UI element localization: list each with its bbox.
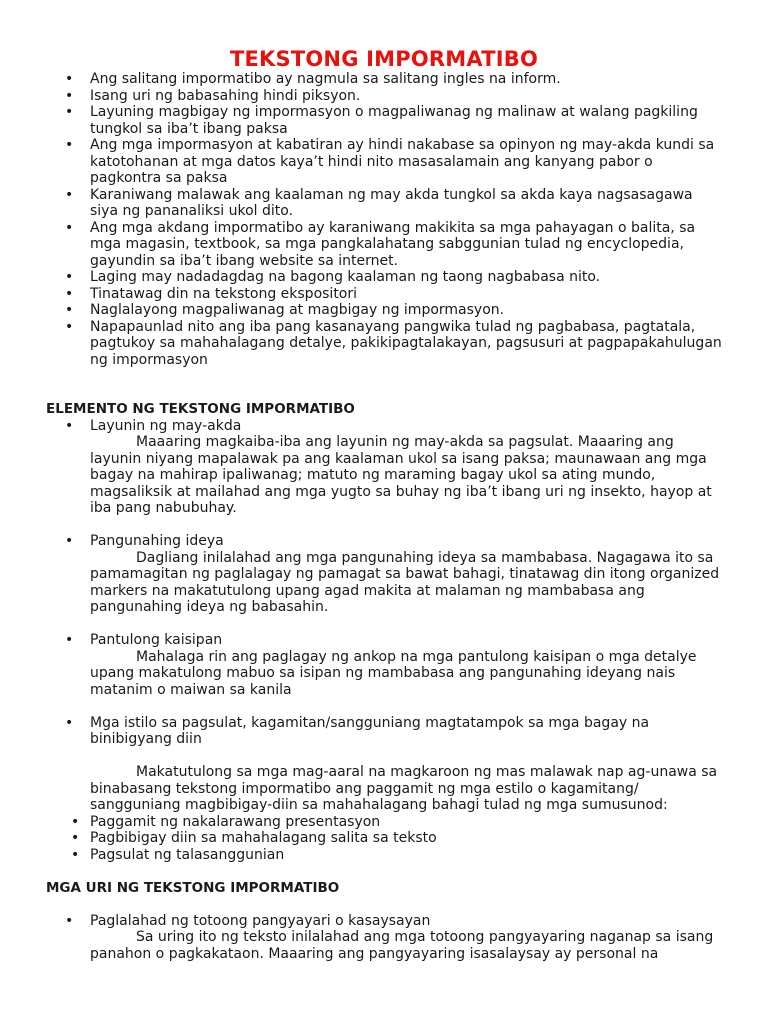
element-label: • Pangunahing ideya — [46, 533, 722, 550]
intro-list — [46, 71, 722, 368]
list-item: • Isang uri ng babasahing hindi piksyon. — [46, 88, 722, 105]
list-item: • Tinatawag din na tekstong ekspositori — [46, 286, 722, 303]
elemento-list-4 — [46, 715, 722, 748]
list-item: • Ang mga impormasyon at kabatiran ay hindi nakabase sa opinyon ng may-akda kundi sa katotohanan at mga datos kaya’t hindi nito masasalamain ang kanyang pabor o pagkontra sa paksa — [46, 137, 722, 187]
list-item: • Ang salitang impormatibo ay nagmula sa salitang ingles na inform. — [46, 71, 722, 88]
list-item: • Layuning magbigay ng impormasyon o magpaliwanag ng malinaw at walang pagkiling tungkol sa iba’t ibang paksa — [46, 104, 722, 137]
list-item: • Laging may nadadagdag na bagong kaalaman ng taong nagbabasa nito. — [46, 269, 722, 286]
list-item: • Napapaunlad nito ang iba pang kasanayang pangwika tulad ng pagbabasa, pagtatala, pagtukoy sa mahahalagang detalye, pakikipagtalakayan, pagsusuri at pagpapakahulugan ng impormasyon — [46, 319, 722, 369]
elemento-list-2 — [46, 533, 722, 550]
page-title: TEKSTONG IMPORMATIBO — [229, 47, 538, 71]
element-description: Dagliang inilalahad ang mga pangunahing ideya sa mambabasa. Nagagawa ito sa pamamagitan ng paglalagay ng pamagat sa bawat bahagi, tinatawag din itong organized markers na makatutulong upang agad makita at malaman ng mambabasa ang pangunahing ideya ng babasahin. — [90, 549, 720, 615]
elemento-list-3 — [46, 632, 722, 649]
list-item: • Ang mga akdang impormatibo ay karaniwang makikita sa mga pahayagan o balita, sa mga magasin, textbook, sa mga pangkalahatang sabggunian tulad ng encyclopedia, gayundin sa iba’t ibang website sa internet. — [46, 220, 722, 270]
list-item: • Pagsulat ng talasanggunian — [46, 847, 722, 864]
section-heading-elemento: ELEMENTO NG TEKSTONG IMPORMATIBO — [46, 401, 355, 417]
element-label: • Pantulong kaisipan — [46, 632, 722, 649]
element-label: • Layunin ng may-akda — [46, 418, 722, 435]
elemento-list — [46, 418, 722, 435]
type-description: Sa uring ito ng teksto inilalahad ang mga totoong pangyayaring naganap sa isang panahon o pagkakataon. Maaaring ang pangyayaring isasalaysay ay personal na — [90, 929, 714, 962]
element-description: Maaaring magkaiba-iba ang layunin ng may-akda sa pagsulat. Maaaring ang layunin niyang mapalawak pa ang kaalaman ukol sa isang paksa; maunawaan ang mga bagay na mahirap ipaliwanag; matuto ng maraming bagay ukol sa ating mundo, magsaliksik at mailahad ang mga yugto sa buhay ng iba’t ibang uri ng insekto, hayop at iba pang nabubuhay. — [90, 434, 712, 516]
element-label: • Mga istilo sa pagsulat, kagamitan/sangguniang magtatampok sa mga bagay na binibigyang diin — [46, 715, 722, 748]
uri-list — [46, 913, 722, 930]
section-heading-uri: MGA URI NG TEKSTONG IMPORMATIBO — [46, 879, 340, 896]
document-body — [46, 71, 722, 962]
element-description: Mahalaga rin ang paglagay ng ankop na mga pantulong kaisipan o mga detalye upang makatulong mabuo sa isipan ng mambabasa ang pangunahing ideyang nais matanim o maiwan sa kanila — [90, 648, 697, 698]
sub-list — [46, 814, 722, 864]
list-item: • Karaniwang malawak ang kaalaman ng may akda tungkol sa akda kaya nagsasagawa siya ng pananaliksi ukol dito. — [46, 187, 722, 220]
list-item: • Pagbibigay diin sa mahahalagang salita sa teksto — [46, 830, 722, 847]
list-item: • Paggamit ng nakalarawang presentasyon — [46, 814, 722, 831]
element-description: Makatutulong sa mga mag-aaral na magkaroon ng mas malawak nap ag-unawa sa binabasang tekstong impormatibo ang paggamit ng mga estilo o kagamitang/ sangguniang magbibigay-diin sa mahahalagang bahagi tulad ng mga sumusunod: — [90, 764, 718, 813]
list-item: • Naglalayong magpaliwanag at magbigay ng impormasyon. — [46, 302, 722, 319]
type-label: • Paglalahad ng totoong pangyayari o kasaysayan — [46, 913, 722, 930]
